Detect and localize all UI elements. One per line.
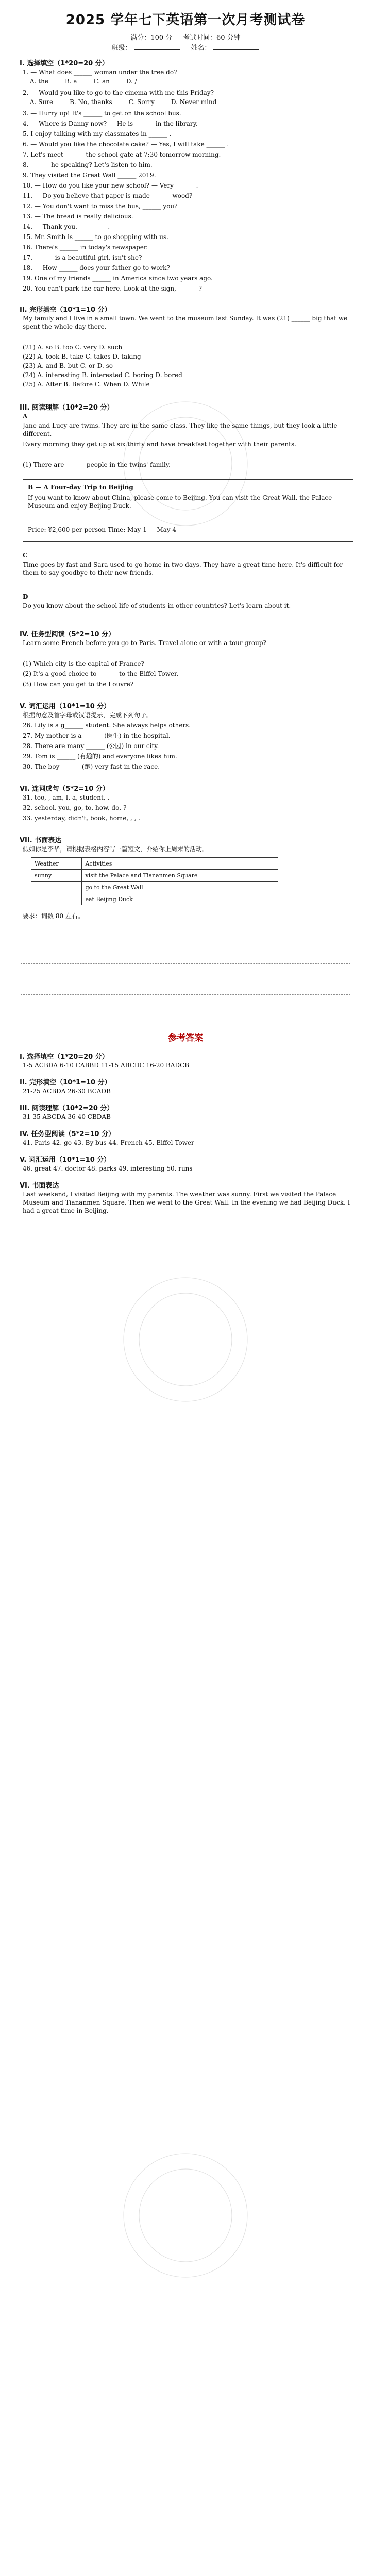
section-heading-6: VI. 连词成句（5*2=10 分） — [20, 785, 109, 793]
answer-line: 31-35 ABCDA 36-40 CBDAB — [23, 1113, 111, 1121]
order-question: 33. yesterday, didn't, book, home, , , . — [23, 815, 141, 822]
reading-d-paragraph: Do you know about the school life of students in other countries? Let's learn about it. — [23, 602, 291, 609]
question-5: 5. I enjoy talking with my classmates in ______ . — [23, 130, 172, 138]
name-blank — [213, 44, 259, 50]
section-heading-5: V. 词汇运用（10*1=10 分） — [20, 703, 111, 710]
class-blank — [134, 44, 180, 50]
question-3: 3. — Hurry up! It's ______ to get on the school bus. — [23, 110, 181, 117]
cloze-question: (23) A. and B. but C. or D. so — [23, 362, 113, 369]
question-7: 7. Let's meet ______ the school gate at 7:30 tomorrow morning. — [23, 151, 221, 158]
option[interactable]: C. Sorry — [128, 98, 155, 106]
question-16: 16. There's ______ in today's newspaper. — [23, 244, 148, 251]
exam-meta — [0, 32, 371, 42]
question-11: 11. — Do you believe that paper is made ______ wood? — [23, 192, 193, 199]
reading-a-question: (1) There are ______ people in the twins' family. — [23, 461, 171, 468]
answer-line: 41. Paris 42. go 43. By bus 44. French 45. Eiffel Tower — [23, 1139, 194, 1146]
answer-essay: Last weekend, I visited Beijing with my parents. The weather was sunny. First we visited the Palace Museum and Tiananmen Square. Then we went to the Great Wall. In the evening we had Beijing Duck. I had a great time in Beijing. — [23, 1191, 350, 1214]
answer-heading: V. 词汇运用（10*1=10 分） — [20, 1156, 111, 1164]
table-cell: visit the Palace and Tiananmen Square — [82, 870, 278, 882]
question-8: 8. ______ he speaking? Let's listen to him. — [23, 161, 153, 168]
question-18: 18. — How ______ does your father go to work? — [23, 264, 170, 272]
question-1-options — [30, 77, 349, 86]
reading-b-paragraph: If you want to know about China, please come to Beijing. You can visit the Great Wall, the Palace Museum and enjoy Beijing Duck. — [28, 494, 332, 510]
section-heading-7: VII. 书面表达 — [20, 837, 62, 844]
exam-title: 2025 学年七下英语第一次月考测试卷 — [65, 12, 306, 28]
task-question: (1) Which city is the capital of France? — [23, 660, 144, 667]
name-label: 姓名： — [191, 44, 211, 52]
option[interactable]: A. Sure — [30, 98, 54, 106]
answer-heading: I. 选择填空（1*20=20 分） — [20, 1053, 109, 1061]
class-label: 班级： — [111, 44, 132, 52]
writing-prompt: 假如你是李华，请根据表格内容写一篇短文，介绍你上周末的活动。 — [23, 845, 209, 853]
section-heading-1: I. 选择填空（1*20=20 分） — [20, 60, 109, 67]
option[interactable]: D. Never mind — [171, 98, 217, 106]
time-text: 考试时间：60 分钟 — [182, 34, 241, 42]
table-cell: go to the Great Wall — [82, 882, 278, 893]
writing-requirement: 要求：词数 80 左右。 — [23, 912, 84, 920]
question-2-options — [30, 98, 349, 106]
vocab-question: 28. There are many ______ (公园) in our city. — [23, 742, 159, 750]
writing-line — [21, 994, 350, 995]
reading-b-price: Price: ¥2,600 per person Time: May 1 — May 4 — [28, 526, 177, 533]
table-header: Weather — [31, 858, 82, 870]
task-question: (3) How can you get to the Louvre? — [23, 681, 134, 688]
reading-d-title: D — [23, 593, 28, 600]
question-19: 19. One of my friends ______ in America since two years ago. — [23, 275, 213, 282]
answer-heading: VI. 书面表达 — [20, 1182, 59, 1190]
section-heading-2: II. 完形填空（10*1=10 分） — [20, 306, 111, 314]
vocab-instruction: 根据句意及首字母或汉语提示，完成下列句子。 — [23, 711, 153, 719]
answer-heading: II. 完形填空（10*1=10 分） — [20, 1079, 111, 1087]
cloze-passage: My family and I live in a small town. We went to the museum last Sunday. It was (21) ______ big that we spent the whole day there. — [23, 315, 348, 330]
question-2: 2. — Would you like to go to the cinema with me this Friday? — [23, 89, 214, 96]
cloze-question: (22) A. took B. take C. takes D. taking — [23, 353, 141, 360]
table-cell — [31, 882, 82, 893]
section-heading-4: IV. 任务型阅读（5*2=10 分） — [20, 631, 115, 638]
vocab-question: 27. My mother is a ______ (医生) in the hospital. — [23, 732, 171, 739]
cloze-question: (21) A. so B. too C. very D. such — [23, 344, 123, 351]
question-12: 12. — You don't want to miss the bus, ______ you? — [23, 202, 178, 210]
question-9: 9. They visited the Great Wall ______ 2019. — [23, 172, 156, 179]
vocab-question: 30. The boy ______ (跑) very fast in the race. — [23, 763, 160, 770]
question-13: 13. — The bread is really delicious. — [23, 213, 133, 220]
question-17: 17. ______ is a beautiful girl, isn't she? — [23, 254, 142, 261]
order-question: 32. school, you, go, to, how, do, ? — [23, 804, 127, 811]
question-10: 10. — How do you like your new school? — Very ______ . — [23, 182, 198, 189]
question-20: 20. You can't park the car here. Look at the sign, ______ ? — [23, 285, 202, 292]
table-cell: eat Beijing Duck — [82, 893, 278, 905]
reading-a-paragraph: Every morning they get up at six thirty and have breakfast together with their parents. — [23, 440, 296, 448]
writing-line — [21, 963, 350, 964]
vocab-question: 29. Tom is ______ (有趣的) and everyone likes him. — [23, 753, 177, 760]
section-heading-3: III. 阅读理解（10*2=20 分） — [20, 404, 114, 412]
table-cell: sunny — [31, 870, 82, 882]
option[interactable]: C. an — [93, 78, 110, 85]
question-6: 6. — Would you like the chocolate cake? — Yes, I will take ______ . — [23, 141, 229, 148]
question-1: 1. — What does ______ woman under the tree do? — [23, 69, 177, 76]
answers-title: 参考答案 — [168, 1033, 203, 1043]
task-intro: Learn some French before you go to Paris. Travel alone or with a tour group? — [23, 639, 266, 647]
option[interactable]: B. No, thanks — [70, 98, 112, 106]
question-4: 4. — Where is Danny now? — He is ______ in the library. — [23, 120, 198, 127]
student-info — [0, 42, 371, 52]
question-14: 14. — Thank you. — ______ . — [23, 223, 110, 230]
answer-line: 1-5 ACBDA 6-10 CABBD 11-15 ABCDC 16-20 BADCB — [23, 1062, 190, 1069]
answer-line: 46. great 47. doctor 48. parks 49. interesting 50. runs — [23, 1165, 193, 1172]
score-text: 满分：100 分 — [130, 34, 173, 42]
reading-c-paragraph: Time goes by fast and Sara used to go home in two days. They have a great time here. It's difficult for them to say goodbye to their new friends. — [23, 561, 343, 577]
writing-table — [31, 857, 278, 905]
option[interactable]: D. / — [126, 78, 137, 85]
reading-a-paragraph: Jane and Lucy are twins. They are in the same class. They like the same things, but they look a little different. — [23, 422, 338, 437]
answer-heading: IV. 任务型阅读（5*2=10 分） — [20, 1130, 115, 1138]
question-15: 15. Mr. Smith is ______ to go shopping with us. — [23, 233, 168, 241]
reading-a-title: A — [23, 413, 28, 420]
option[interactable]: A. the — [30, 78, 48, 85]
cloze-question: (25) A. After B. Before C. When D. While — [23, 381, 150, 388]
answer-heading: III. 阅读理解（10*2=20 分） — [20, 1105, 114, 1112]
task-question: (2) It's a good choice to ______ to the Eiffel Tower. — [23, 670, 179, 677]
order-question: 31. too, , am, I, a, student, . — [23, 794, 110, 801]
vocab-question: 26. Lily is a g______ student. She always helps others. — [23, 722, 191, 729]
cloze-question: (24) A. interesting B. interested C. boring D. bored — [23, 371, 182, 379]
reading-b-title: B — A Four-day Trip to Beijing — [28, 484, 133, 491]
option[interactable]: B. a — [64, 78, 77, 85]
table-cell — [31, 893, 82, 905]
answer-line: 21-25 ACBDA 26-30 BCADB — [23, 1088, 111, 1095]
reading-c-title: C — [23, 552, 28, 559]
table-header: Activities — [82, 858, 278, 870]
